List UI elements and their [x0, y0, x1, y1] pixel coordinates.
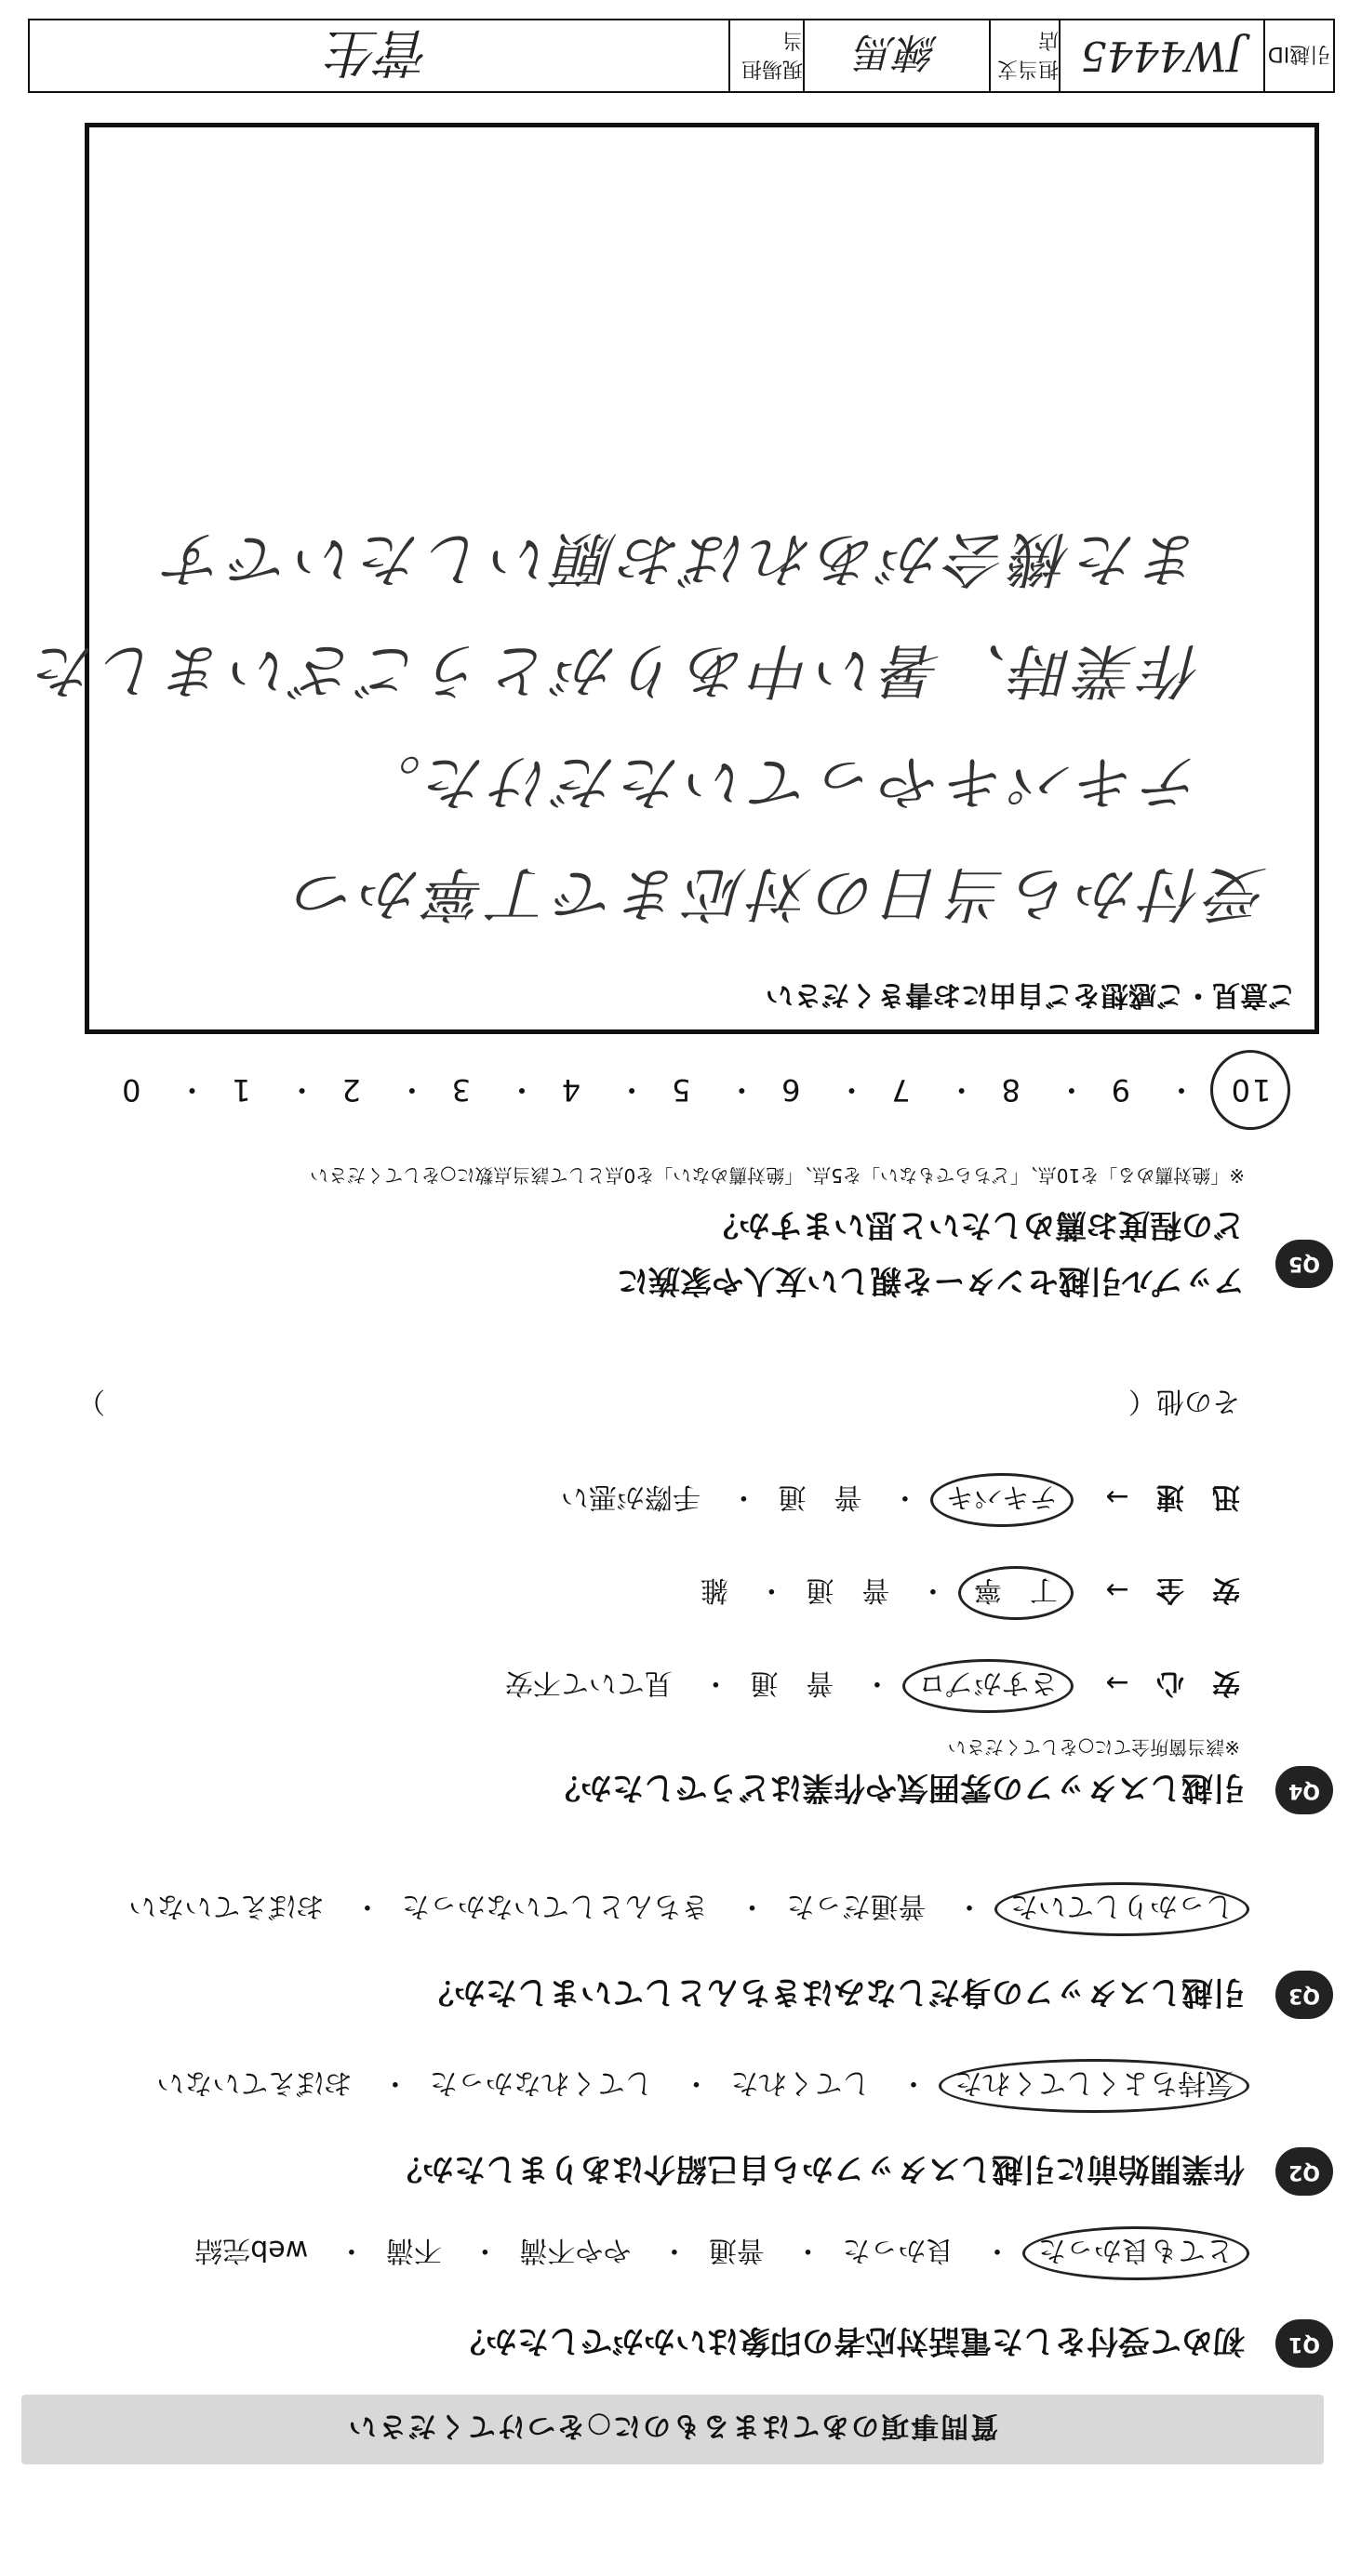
handwritten-line: 作業時、暑い中ありがとうございました [31, 635, 1203, 704]
manager-label-cell [728, 20, 803, 91]
q3-option-normal[interactable]: 普通だった [786, 1890, 927, 1922]
id-label-cell [1263, 20, 1333, 91]
q3-option-not-neat[interactable]: きちんとしていなかった [401, 1890, 709, 1922]
instructions-banner: 質問事項のあてはまるものに○をつけてください [21, 2395, 1324, 2464]
q5-score-10[interactable]: 10 [1210, 1050, 1290, 1130]
manager-signature: 菅生 [327, 21, 432, 82]
q2-option-not-remember[interactable]: おぼえていない [156, 2066, 353, 2099]
handwritten-line: 受付から当日の対応まで丁寧かつ [291, 858, 1268, 927]
q4-other-close: ） [77, 1385, 105, 1417]
q2-text: 作業開始前に引越しスタッフから自己紹介はありましたか？ [391, 2150, 1245, 2187]
q2-option-pleasant[interactable]: 気持ちよくしてくれた [939, 2059, 1249, 2113]
q3-option-neat[interactable]: しっかりしていた [994, 1882, 1249, 1936]
id-value-cell [1059, 20, 1263, 91]
q4-reassurance-anxious[interactable]: 見ていて不安 [504, 1666, 673, 1699]
q5-badge: Q5 [1275, 1240, 1333, 1288]
q5-score-8[interactable]: 8 [999, 1072, 1021, 1108]
q1-option-somewhat-unsatisfied[interactable]: やや不満 [519, 2234, 632, 2266]
comments-box[interactable] [31, 123, 1319, 1034]
handwritten-line: テキパキやっていただけた。 [356, 747, 1203, 816]
q5-score-1[interactable]: 1 [230, 1072, 251, 1108]
q1-option-very-good[interactable]: とても良かった [1022, 2226, 1249, 2280]
q4-reassurance-pro[interactable]: さすがプロ [902, 1659, 1074, 1713]
q1-badge: Q1 [1275, 2320, 1333, 2369]
q3-badge: Q3 [1275, 1972, 1333, 2020]
question-5 [617, 1252, 1321, 1307]
q3-option-not-remember[interactable]: おぼえていない [128, 1890, 325, 1922]
q2-options: 気持ちよくしてくれた・ してくれた・ してくれなかった・ おぼえていない [156, 2065, 1240, 2106]
branch-label-cell [989, 20, 1059, 91]
arrow-right-icon: → [1105, 1573, 1129, 1606]
q4-speed-clumsy[interactable]: 手際が悪い [560, 1481, 701, 1513]
q2-option-yes[interactable]: してくれた [730, 2066, 871, 2099]
question-3 [422, 1972, 1321, 2018]
q4-note: ※該当箇所全てに○をしてください [947, 1736, 1240, 1759]
handwritten-line: また機会があればお願いしたいです [161, 524, 1203, 592]
q4-row-safety: 安 全 → 丁 寧・ 普 通・ 雑 [701, 1573, 1240, 1613]
branch-value: 練馬 [856, 28, 938, 75]
id-value: JW4445 [1080, 32, 1244, 80]
q2-badge: Q2 [1275, 2148, 1333, 2197]
branch-value-cell [803, 20, 989, 91]
footer-table [28, 19, 1335, 93]
q5-score-2[interactable]: 2 [340, 1072, 361, 1108]
q5-note: ※「絶対薦める」を10点、「どちらでもない」を5点、「絶対薦めない」を0点として該当点数に○をしてください [310, 1164, 1245, 1187]
manager-label: 現場担当 [741, 28, 803, 80]
q5-scale: 10・ 9・ 8・ 7・ 6・ 5・ 4・ 3・ 2・ 1・ 0 [111, 1050, 1277, 1130]
comments-title: ご意見・ご感想をご自由にお書きください [766, 978, 1296, 1011]
q4-row-speed: 迅 速 → テキパキ・ 普 通・ 手際が悪い [561, 1480, 1240, 1520]
q5-text-line2: どの程度お薦めしたいと思いますか？ [707, 1206, 1245, 1243]
question-4 [549, 1768, 1321, 1813]
q2-option-no[interactable]: してくれなかった [429, 2066, 653, 2099]
manager-value-cell [30, 20, 728, 91]
branch-label: 担当支店 [996, 28, 1059, 80]
q5-score-3[interactable]: 3 [449, 1072, 471, 1108]
q1-option-normal[interactable]: 普通 [708, 2234, 765, 2266]
q4-badge: Q4 [1275, 1767, 1333, 1815]
q4-other-label: その他（ [1128, 1385, 1240, 1417]
q4-speed-quick[interactable]: テキパキ [930, 1473, 1074, 1527]
q4-row-reassurance: 安 心 → さすがプロ・ 普 通・ 見ていて不安 [505, 1666, 1240, 1706]
q4-row-label: 安 全 [1156, 1573, 1240, 1606]
q4-text: 引越しスタッフの雰囲気や作業はどうでしたか？ [549, 1769, 1245, 1806]
q4-speed-normal[interactable]: 普 通 [778, 1481, 862, 1513]
arrow-right-icon: → [1105, 1666, 1129, 1699]
q1-option-unsatisfied[interactable]: 不満 [385, 2234, 442, 2266]
q3-options: しっかりしていた・ 普通だった・ きちんとしていなかった・ おぼえていない [128, 1889, 1240, 1930]
id-label: 引越ID [1267, 42, 1331, 66]
q4-reassurance-normal[interactable]: 普 通 [750, 1666, 834, 1699]
q3-text: 引越しスタッフの身だしなみはきちんとしていましたか？ [422, 1973, 1245, 2011]
q5-text-line1: アップル引越センターを親しい友人や家族に [617, 1262, 1245, 1299]
q5-score-0[interactable]: 0 [120, 1072, 141, 1108]
q5-score-5[interactable]: 5 [669, 1072, 691, 1108]
q1-option-web[interactable]: web完結 [194, 2234, 309, 2266]
q1-option-good[interactable]: 良かった [842, 2234, 954, 2266]
q5-score-6[interactable]: 6 [780, 1072, 801, 1108]
q4-safety-normal[interactable]: 普 通 [806, 1573, 890, 1606]
question-2 [391, 2149, 1321, 2195]
arrow-right-icon: → [1105, 1481, 1129, 1513]
q4-safety-rough[interactable]: 雑 [700, 1573, 728, 1606]
q1-text: 初めて受付をした電話対応者の印象はいかがでしたか？ [454, 2322, 1245, 2359]
q1-options: とても良かった・ 良かった・ 普通・ やや不満・ 不満・ web完結 [194, 2233, 1240, 2274]
q4-safety-careful[interactable]: 丁 寧 [958, 1566, 1074, 1620]
q5-score-4[interactable]: 4 [559, 1072, 581, 1108]
q5-score-9[interactable]: 9 [1109, 1072, 1131, 1108]
q4-row-label: 迅 速 [1156, 1481, 1240, 1513]
q4-row-label: 安 心 [1156, 1666, 1240, 1699]
question-1 [454, 2321, 1321, 2367]
q4-other [77, 1384, 1240, 1425]
q5-score-7[interactable]: 7 [889, 1072, 911, 1108]
